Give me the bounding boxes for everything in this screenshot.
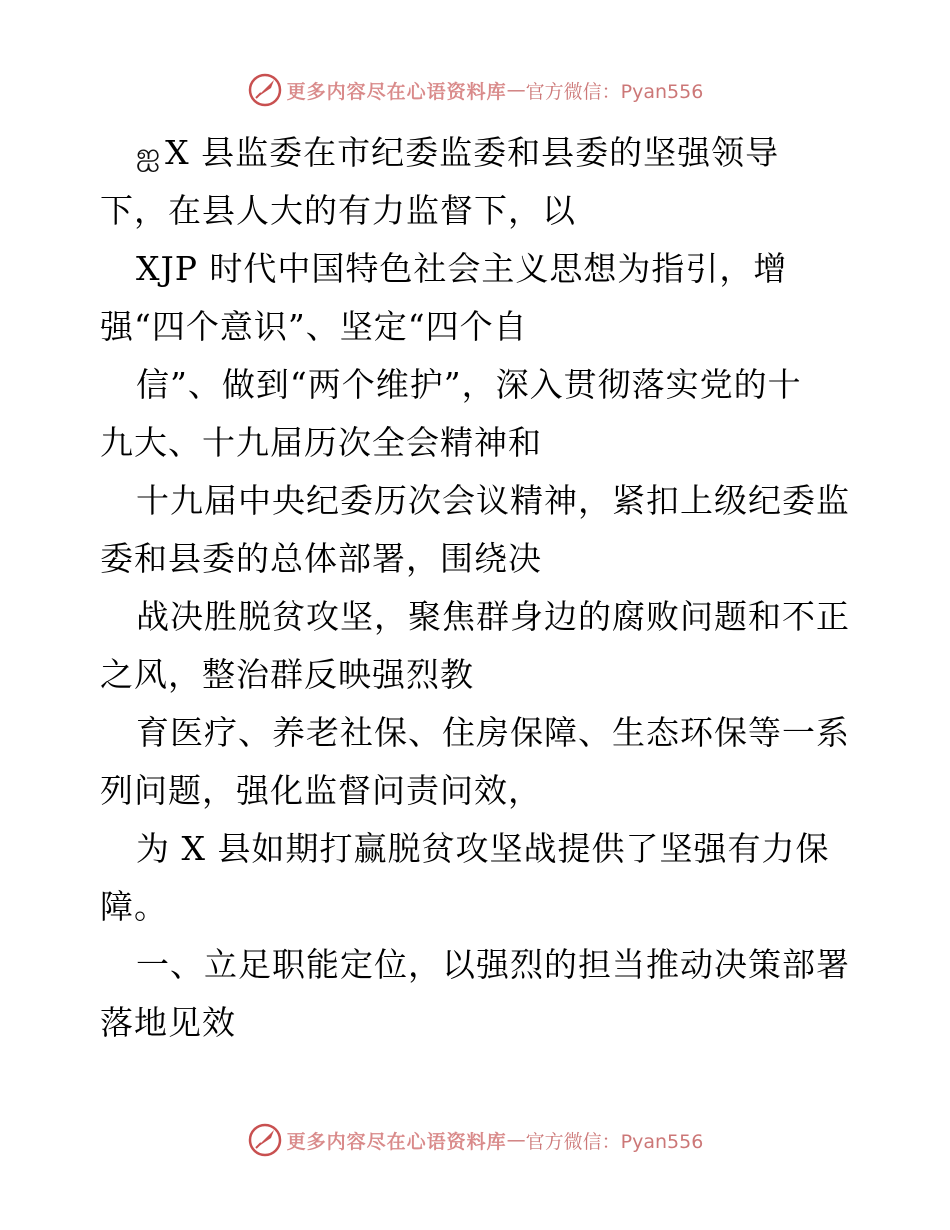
watermark-main-text: 更多内容尽在心语资料库 [286, 80, 507, 103]
text-line: 为 X 县如期打赢脱贫攻坚战提供了坚强有力保 [136, 829, 830, 868]
text-line: 列问题，强化监督问责问效， [100, 771, 542, 810]
section-heading: 一、立足职能定位，以强烈的担当推动决策部署 [136, 945, 850, 984]
watermark-separator: — [506, 1129, 526, 1151]
text-line: ஐ X 县监委在市纪委监委和县委的坚强领导 [136, 133, 780, 172]
text-line: 信”、做到“两个维护”，深入贯彻落实党的十 [136, 365, 802, 404]
watermark-separator: — [506, 79, 526, 101]
document-body [100, 124, 860, 1052]
flourish-ornament-icon: ஐ [136, 137, 162, 172]
text-line: 战决胜脱贫攻坚，聚焦群身边的腐败问题和不正 [136, 597, 850, 636]
text-line: 十九届中央纪委历次会议精神，紧扣上级纪委监 [136, 481, 850, 520]
text-line: 九大、十九届历次全会精神和 [100, 423, 542, 462]
text-line: 委和县委的总体部署，围绕决 [100, 539, 542, 578]
text-line: 强“四个意识”、坚定“四个自 [100, 307, 528, 346]
watermark-wechat-text: 官方微信：Pyan556 [525, 1130, 704, 1153]
watermark-wechat-text: 官方微信：Pyan556 [525, 80, 704, 103]
watermark-footer [0, 1120, 950, 1160]
text-line: XJP 时代中国特色社会主义思想为指引，增 [136, 249, 788, 288]
section-heading-cont: 落地见效 [100, 1003, 236, 1042]
quill-logo-icon [247, 1122, 283, 1158]
quill-logo-icon [247, 72, 283, 108]
watermark-header [0, 70, 950, 110]
text-line: 之风，整治群反映强烈教 [100, 655, 474, 694]
text-line: 障。 [100, 887, 168, 926]
watermark-main-text: 更多内容尽在心语资料库 [286, 1130, 507, 1153]
text-line: 育医疗、养老社保、住房保障、生态环保等一系 [136, 713, 850, 752]
text-line: 下，在县人大的有力监督下，以 [100, 191, 576, 230]
